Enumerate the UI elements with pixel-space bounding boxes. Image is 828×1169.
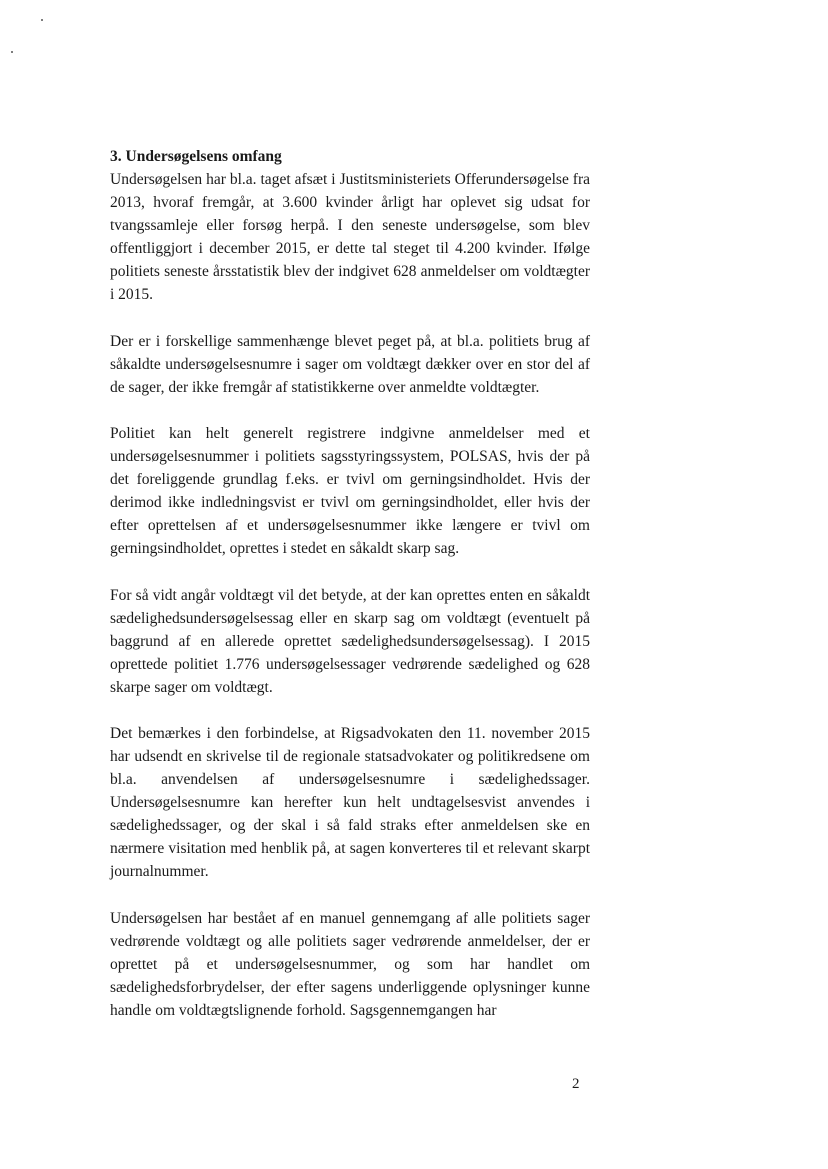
paragraph: Der er i forskellige sammenhænge blevet peget på, at bl.a. politiets brug af såkaldte undersøgelsesnumre i sager om voldtægt dækker over en stor del af de sager, der ikke fremgår af statistikkerne over anmeldte voldtægter. <box>110 332 590 396</box>
paragraph: Undersøgelsen har bl.a. taget afsæt i Justitsministeriets Offerundersøgelse fra 2013, hvoraf fremgår, at 3.600 kvinder årligt har oplevet sig udsat for tvangssamleje eller forsøg herpå. I den seneste undersøgelse, som blev offentliggjort i december 2015, er dette tal steget til 4.200 kvinder. Ifølge politiets seneste årsstatistik blev der indgivet 628 anmeldelser om voldtægter i 2015. <box>110 171 590 303</box>
scan-speck <box>41 19 43 21</box>
section-heading: 3. Undersøgelsens omfang <box>110 148 282 165</box>
page-number: 2 <box>572 1076 580 1092</box>
paragraph: Det bemærkes i den forbindelse, at Rigsadvokaten den 11. november 2015 har udsendt en skrivelse til de regionale statsadvokater og politikredsene om bl.a. anvendelsen af undersøgelsesnumre i sædelighedssager. Undersøgelsesnumre kan herefter kun helt undtagelsesvist anvendes i sædelighedssager, og der skal i så fald straks efter anmeldelsen ske en nærmere visitation med henblik på, at sagen konverteres til et relevant skarpt journalnummer. <box>110 725 590 880</box>
paragraph: Undersøgelsen har bestået af en manuel gennemgang af alle politiets sager vedrørende voldtægt og alle politiets sager vedrørende anmeldelser, der er oprettet på et undersøgelsesnummer, og som har handlet om sædelighedsforbrydelser, der efter sagens underliggende oplysninger kunne handle om voldtægtslignende forhold. Sagsgennemgangen har <box>110 909 590 1019</box>
paragraph: For så vidt angår voldtægt vil det betyde, at der kan oprettes enten en såkaldt sædelighedsundersøgelsessag eller en skarp sag om voldtægt (eventuelt på baggrund af en allerede oprettet sædelighedsundersøgelsessag). I 2015 oprettede politiet 1.776 undersøgelsessager vedrørende sædelighed og 628 skarpe sager om voldtægt. <box>110 586 590 696</box>
scan-speck <box>11 51 13 53</box>
document-body <box>110 145 590 1045</box>
paragraph: Politiet kan helt generelt registrere indgivne anmeldelser med et undersøgelsesnummer i politiets sagsstyringssystem, POLSAS, hvis der på det foreliggende grundlag f.eks. er tvivl om gerningsindholdet. Hvis der derimod ikke indledningsvist er tvivl om gerningsindholdet, eller hvis der efter oprettelsen af et undersøgelsesnummer ikke længere er tvivl om gerningsindholdet, oprettes i stedet en såkaldt skarp sag. <box>110 425 590 557</box>
